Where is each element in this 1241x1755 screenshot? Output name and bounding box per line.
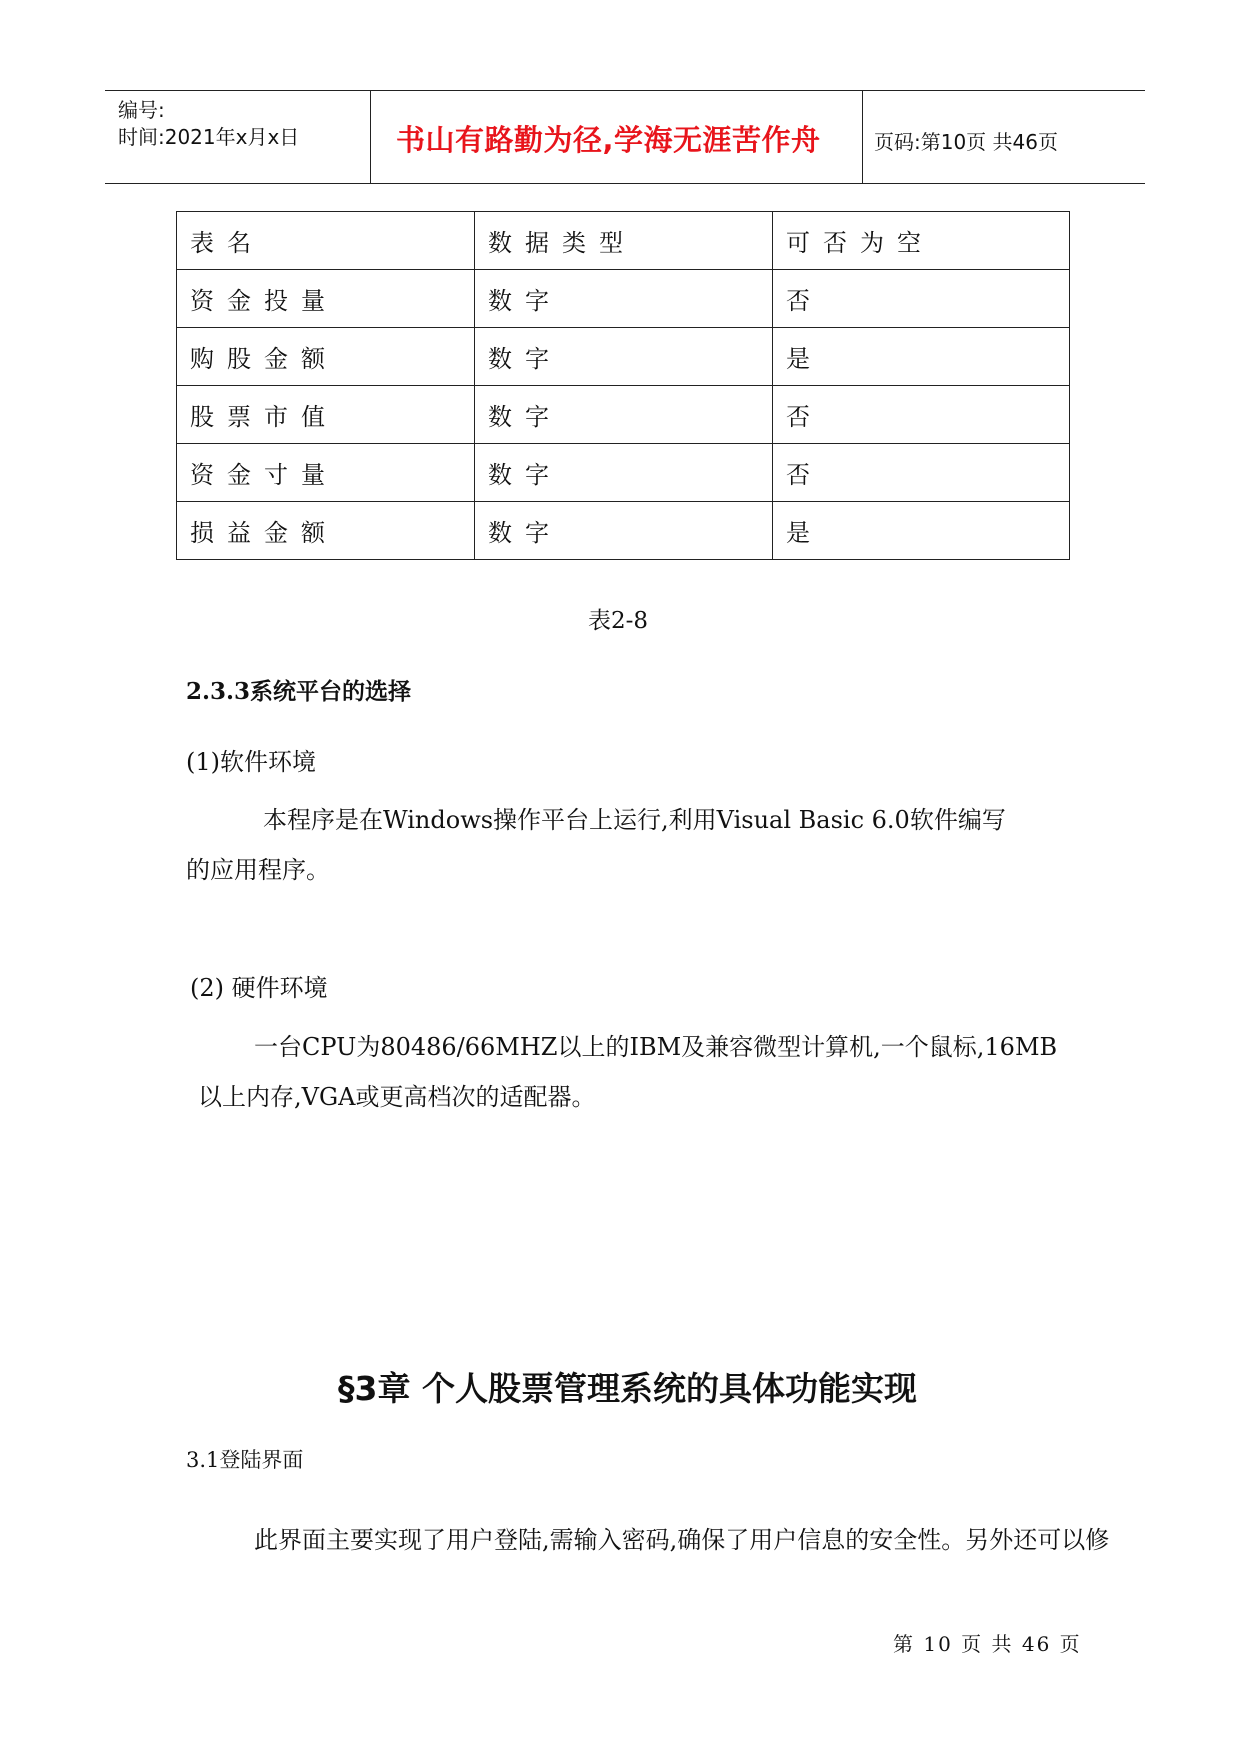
table-row [177,270,1070,328]
table-cell: 数字 [475,328,773,386]
header-serial-label: 编号: [118,98,165,122]
table-row [177,386,1070,444]
software-text-line2: 的应用程序。 [186,856,330,884]
header-divider-left [370,90,371,184]
table-cell: 是 [773,328,1070,386]
page-footer: 第 10 页 共 46 页 [893,1632,1082,1656]
table-cell: 数字 [475,444,773,502]
table-caption: 表2-8 [588,608,649,634]
software-text-line1: 本程序是在Windows操作平台上运行,利用Visual Basic 6.0软件编写 [263,806,1006,834]
table-cell: 资金投量 [177,270,475,328]
table-cell: 数字 [475,386,773,444]
table-row [177,444,1070,502]
hardware-text-line1: 一台CPU为80486/66MHZ以上的IBM及兼容微型计算机,一个鼠标,16MB [254,1033,1058,1061]
chapter-text-line1: 此界面主要实现了用户登陆,需输入密码,确保了用户信息的安全性。另外还可以修 [254,1526,1110,1554]
hardware-text-line2: 以上内存,VGA或更高档次的适配器。 [198,1083,596,1111]
table-row [177,328,1070,386]
table-cell: 否 [773,270,1070,328]
table-cell: 股票市值 [177,386,475,444]
field-table [176,211,1070,560]
table-header-row [177,212,1070,270]
table-cell: 损益金额 [177,502,475,560]
table-header-cell: 表名 [177,212,475,270]
table-cell: 数字 [475,270,773,328]
header-time-label: 时间:2021年x月x日 [118,125,300,149]
header-motto: 书山有路勤为径,学海无涯苦作舟 [396,123,821,157]
chapter-title: §3章 个人股票管理系统的具体功能实现 [338,1369,917,1408]
table-cell: 数字 [475,502,773,560]
header-page-info: 页码:第10页 共46页 [874,130,1058,154]
hardware-heading: (2) 硬件环境 [190,974,328,1002]
table-cell: 是 [773,502,1070,560]
table-header-cell: 可否为空 [773,212,1070,270]
header-top-rule [105,90,1145,91]
table-cell: 否 [773,386,1070,444]
section-title: 2.3.3系统平台的选择 [186,678,412,705]
table-row [177,502,1070,560]
software-heading: (1)软件环境 [186,748,316,776]
table-cell: 否 [773,444,1070,502]
chapter-subtitle: 3.1登陆界面 [186,1448,304,1472]
header-bottom-rule [105,183,1145,184]
table-cell: 购股金额 [177,328,475,386]
table-header-cell: 数据类型 [475,212,773,270]
table-cell: 资金寸量 [177,444,475,502]
header-divider-right [862,90,863,184]
